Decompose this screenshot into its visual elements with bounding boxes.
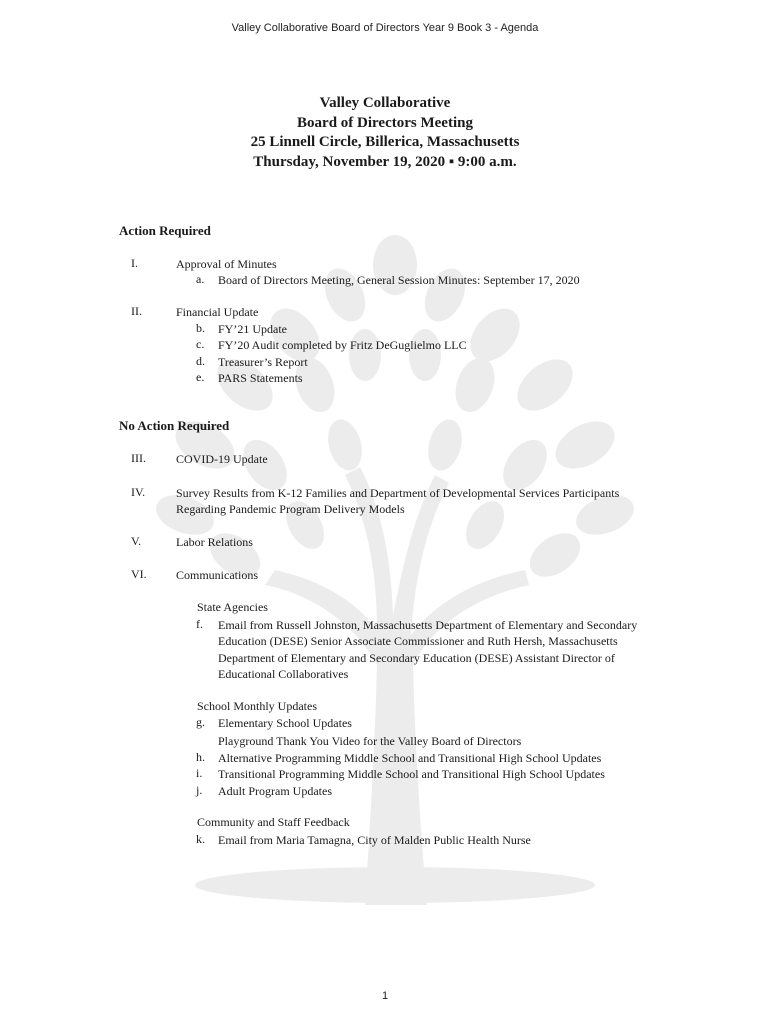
item-numeral: III. bbox=[131, 451, 146, 465]
meeting-name: Board of Directors Meeting bbox=[297, 114, 473, 131]
agenda-item-covid-update: COVID-19 Update bbox=[176, 452, 268, 466]
sub-item-letter: i. bbox=[196, 766, 203, 780]
item-numeral: I. bbox=[131, 256, 138, 270]
sub-item-letter: h. bbox=[196, 750, 205, 764]
sub-item-dese-email-cont: Education (DESE) Senior Associate Commissioner and Ruth Hersh, Massachusetts bbox=[218, 634, 618, 648]
sub-item-letter: d. bbox=[196, 354, 205, 368]
sub-item-fy21-update: FY’21 Update bbox=[218, 322, 287, 336]
action-required-heading: Action Required bbox=[119, 223, 211, 238]
group-label-state-agencies: State Agencies bbox=[197, 600, 268, 614]
sub-item-minutes: Board of Directors Meeting, General Session Minutes: September 17, 2020 bbox=[218, 273, 580, 287]
sub-item-playground-video: Playground Thank You Video for the Valley Board of Directors bbox=[218, 734, 522, 748]
running-header: Valley Collaborative Board of Directors Year 9 Book 3 - Agenda bbox=[231, 22, 539, 34]
sub-item-dese-email-cont: Department of Elementary and Secondary Education (DESE) Assistant Director of bbox=[218, 651, 615, 665]
agenda-item-communications: Communications bbox=[176, 568, 258, 582]
meeting-address: 25 Linnell Circle, Billerica, Massachusetts bbox=[250, 134, 520, 150]
sub-item-malden-email: Email from Maria Tamagna, City of Malden Public Health Nurse bbox=[218, 833, 531, 847]
sub-item-letter: k. bbox=[196, 832, 205, 846]
sub-item-letter: f. bbox=[196, 617, 203, 631]
page-number: 1 bbox=[381, 990, 389, 1002]
meeting-datetime: Thursday, November 19, 2020 ▪ 9:00 a.m. bbox=[253, 153, 517, 170]
agenda-item-approval-of-minutes: Approval of Minutes bbox=[176, 257, 277, 271]
agenda-item-labor-relations: Labor Relations bbox=[176, 535, 253, 549]
agenda-item-survey-results: Survey Results from K-12 Families and Department of Developmental Services Participants bbox=[176, 486, 620, 500]
item-numeral: VI. bbox=[131, 567, 147, 581]
sub-item-transitional-programming: Transitional Programming Middle School and Transitional High School Updates bbox=[218, 767, 605, 781]
agenda-item-survey-results-cont: Regarding Pandemic Program Delivery Models bbox=[176, 502, 405, 516]
sub-item-letter: e. bbox=[196, 370, 205, 384]
sub-item-dese-email: Email from Russell Johnston, Massachusetts Department of Elementary and Secondary bbox=[218, 618, 638, 632]
org-name: Valley Collaborative bbox=[319, 95, 451, 111]
item-numeral: V. bbox=[131, 534, 142, 548]
sub-item-letter: g. bbox=[196, 715, 205, 729]
sub-item-dese-email-cont: Educational Collaboratives bbox=[218, 667, 349, 681]
sub-item-letter: c. bbox=[196, 337, 205, 351]
sub-item-treasurers-report: Treasurer’s Report bbox=[218, 355, 308, 369]
sub-item-letter: a. bbox=[196, 272, 205, 286]
sub-item-fy20-audit: FY’20 Audit completed by Fritz DeGuglielmo LLC bbox=[218, 338, 467, 352]
sub-item-elementary-updates: Elementary School Updates bbox=[218, 716, 352, 730]
item-numeral: II. bbox=[131, 304, 142, 318]
agenda-item-financial-update: Financial Update bbox=[176, 305, 259, 319]
sub-item-pars-statements: PARS Statements bbox=[218, 371, 303, 385]
meeting-title-block bbox=[0, 94, 770, 172]
sub-item-adult-program: Adult Program Updates bbox=[218, 784, 332, 798]
sub-item-alternative-programming: Alternative Programming Middle School and Transitional High School Updates bbox=[218, 751, 602, 765]
sub-item-letter: b. bbox=[196, 321, 205, 335]
item-numeral: IV. bbox=[131, 485, 146, 499]
no-action-required-heading: No Action Required bbox=[119, 418, 230, 433]
group-label-school-monthly-updates: School Monthly Updates bbox=[197, 699, 317, 713]
sub-item-letter: j. bbox=[196, 783, 203, 797]
group-label-community-feedback: Community and Staff Feedback bbox=[197, 815, 350, 829]
